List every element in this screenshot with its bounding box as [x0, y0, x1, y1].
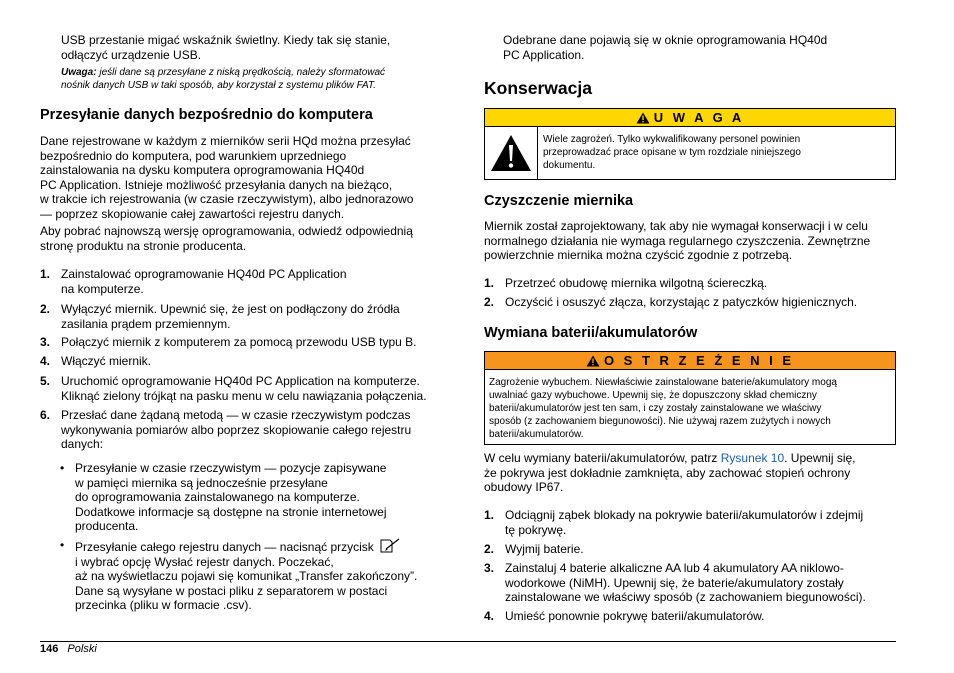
section-heading: Przesyłanie danych bezpośrednio do komputera	[40, 107, 373, 123]
paragraph: W celu wymiany baterii/akumulatorów, patrz Rysunek 10. Upewnij się, że pokrywa jest dokładnie zamknięta, aby zachować stopień ochrony obudowy IP67.	[484, 451, 856, 494]
footer-language: Polski	[67, 643, 97, 655]
warning-label: O S T R Z E Ż E N I E	[603, 353, 795, 368]
warning-triangle-icon	[586, 355, 600, 367]
paragraph: Dane rejestrowane w każdym z mierników serii HQd można przesyłać bezpośrednio do komputera, pod warunkiem uprzedniego zainstalowania na dysku komputera oprogramowania HQ40d PC Application. Istnieje możliwość przesyłania danych na bieżąco, w trakcie ich rejestrowania (w czasie rzeczywistym), albo jednorazowo — poprzez skopiowanie całej zawartości rejestru danych.	[40, 134, 414, 221]
intro-text: Odebrane dane pojawią się w oknie oprogramowania HQ40d PC Application.	[503, 33, 828, 62]
warning-triangle-icon	[636, 112, 650, 124]
note: Uwaga: jeśli dane są przesyłane z niską prędkością, należy sformatować nośnik danych USB w taki sposób, aby korzystał z systemu plików FAT.	[61, 67, 386, 91]
bullet-marker: •	[60, 461, 65, 475]
page-footer	[40, 643, 97, 655]
warning-box	[484, 351, 896, 445]
bullet-marker: •	[60, 538, 65, 552]
intro-text: USB przestanie migać wskaźnik świetlny. Kiedy tak się stanie, odłączyć urządzenie USB.	[61, 33, 391, 62]
paragraph: Miernik został zaprojektowany, tak aby nie wymagał konserwacji i w celu normalnego działania nie wymaga regularnego czyszczenia. Zewnętrzne powierzchnie miernika można czyścić zgodnie z potrzebą.	[484, 219, 871, 262]
footer-rule	[40, 641, 896, 642]
send-data-button-icon	[378, 538, 402, 554]
section-heading: Czyszczenie miernika	[484, 193, 634, 209]
caution-text: Wiele zagrożeń. Tylko wykwalifikowany personel powinien przeprowadzać prace opisane w tym rozdziale niniejszego dokumentu.	[543, 134, 801, 171]
caution-header	[485, 109, 895, 127]
caution-label: U W A G A	[653, 110, 745, 125]
caution-icon-cell	[485, 127, 538, 179]
warning-text: Zagrożenie wybuchem. Niewłaściwie zainstalowane baterie/akumulatory mogą uwalniać gazy wybuchowe. Upewnij się, że dopuszczony skład chemiczny baterii/akumulatorów jest ten sam, i czy zostały zainstalowane we właściwy sposób (z zachowaniem biegunowości). Nie używaj razem zużytych i nowych baterii/akumulatorów.	[489, 377, 837, 440]
caution-box	[484, 108, 896, 180]
page-number: 146	[40, 643, 59, 655]
chapter-title: Konserwacja	[484, 78, 592, 98]
section-heading: Wymiana baterii/akumulatorów	[484, 325, 698, 341]
paragraph: Aby pobrać najnowszą wersję oprogramowania, odwiedź odpowiednią stronę produktu na stronie producenta.	[40, 224, 413, 253]
figure-link[interactable]: Rysunek 10	[720, 451, 785, 465]
exclamation-triangle-icon	[489, 133, 533, 173]
warning-header	[485, 352, 895, 370]
